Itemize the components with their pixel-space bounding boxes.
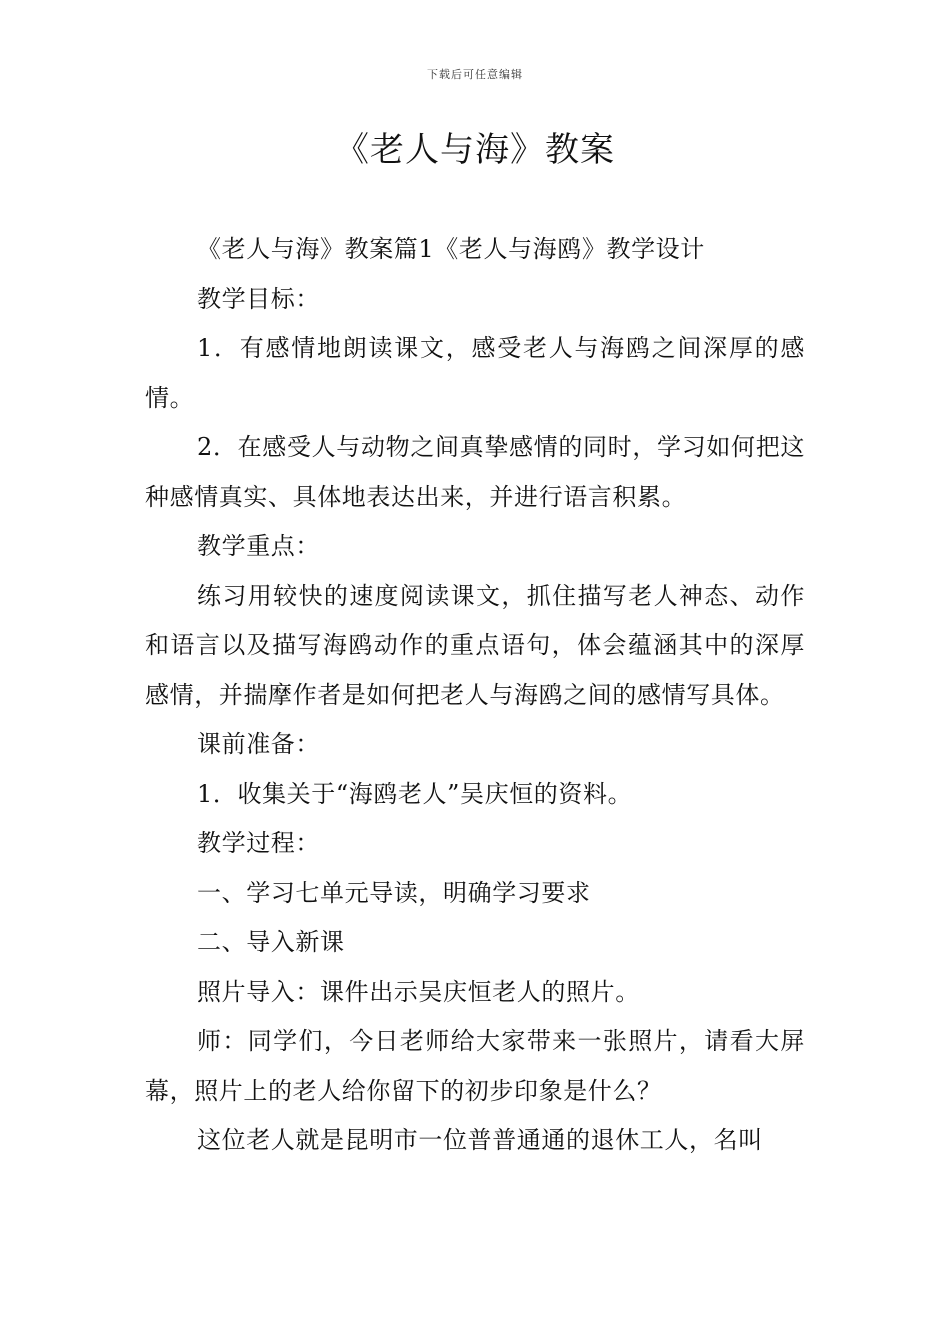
paragraph: 二、导入新课: [197, 928, 345, 956]
paragraph: 教学过程：: [197, 829, 320, 857]
paragraph: 2．在感受人与动物之间真挚感情的同时，学习如何把这种感情真实、具体地表达出来，并进行语言积累。: [145, 433, 805, 511]
paragraph: 这位老人就是昆明市一位普普通通的退休工人，名叫: [197, 1126, 763, 1154]
document-body: [145, 225, 805, 1166]
paragraph: 课前准备：: [197, 730, 320, 758]
paragraph: 师：同学们，今日老师给大家带来一张照片，请看大屏幕，照片上的老人给你留下的初步印象是什么？: [145, 1027, 805, 1105]
paragraph: 教学重点：: [197, 532, 320, 560]
paragraph: 一、学习七单元导读，明确学习要求: [197, 878, 591, 907]
paragraph: 教学目标：: [197, 284, 320, 313]
paragraph: 照片导入：课件出示吴庆恒老人的照片。: [197, 977, 640, 1006]
header-note: 下载后可任意编辑: [427, 68, 523, 81]
paragraph: 1．有感情地朗读课文，感受老人与海鸥之间深厚的感情。: [145, 334, 805, 412]
paragraph: 1．收集关于“海鸥老人”吴庆恒的资料。: [197, 779, 633, 808]
paragraph: 《老人与海》教案篇1《老人与海鸥》教学设计: [197, 235, 705, 263]
paragraph: 练习用较快的速度阅读课文，抓住描写老人神态、动作和语言以及描写海鸥动作的重点语句，体会蕴涵其中的深厚感情，并揣摩作者是如何把老人与海鸥之间的感情写具体。: [145, 581, 805, 709]
document-title: 《老人与海》教案: [335, 130, 615, 170]
